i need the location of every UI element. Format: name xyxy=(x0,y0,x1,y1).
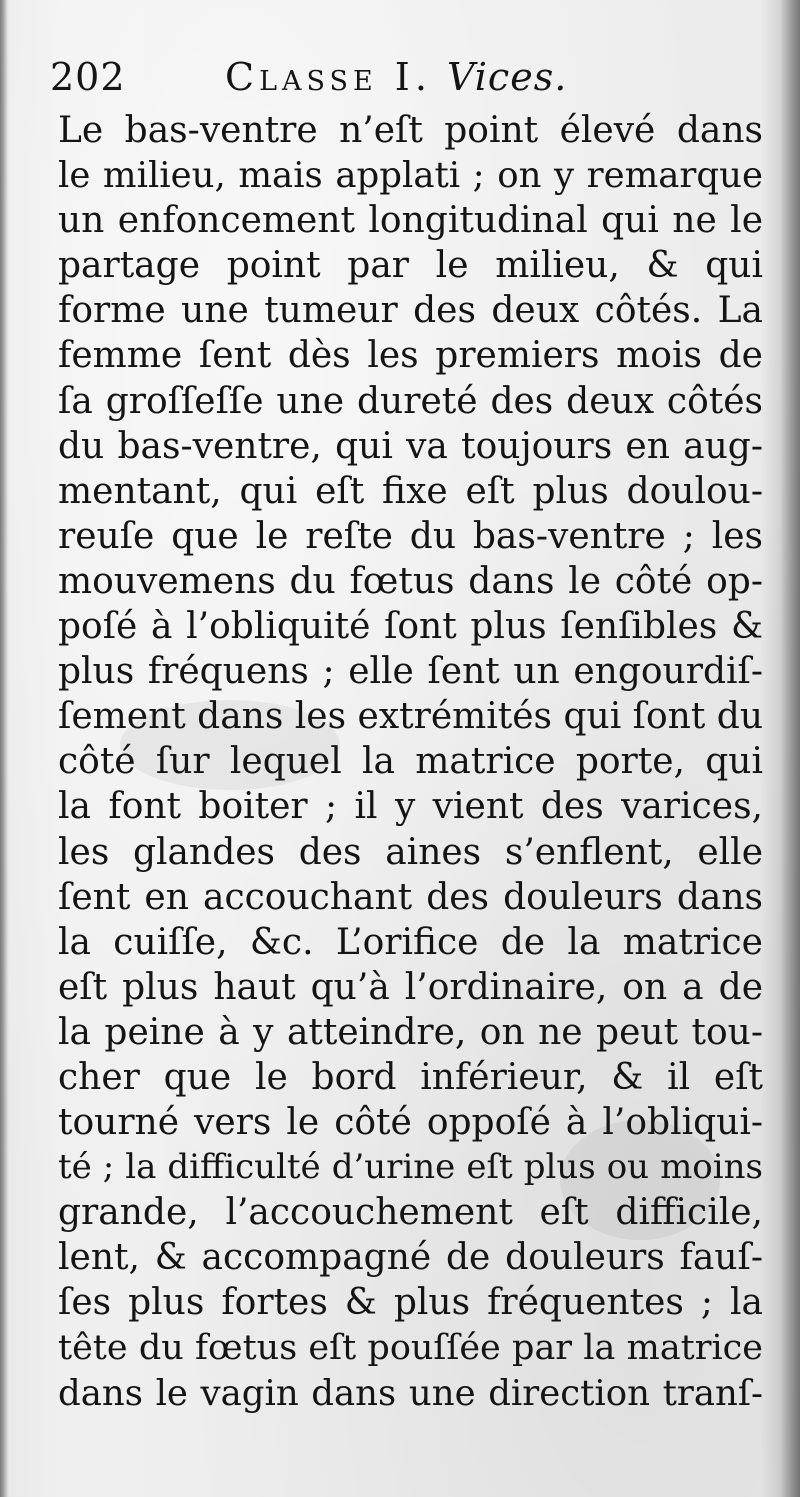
text-line: reuſe que le reſte du bas-ventre ; les xyxy=(58,515,763,557)
page-left-shadow xyxy=(0,0,8,1497)
page-right-shadow xyxy=(780,0,800,1497)
text-line: mentant, qui eſt fixe eſt plus doulou- xyxy=(58,470,763,512)
page-number: 202 xyxy=(50,55,126,99)
text-line: eſt plus haut qu’à l’ordinaire, on a de xyxy=(58,966,763,1008)
text-line: poſé à l’obliquité ſont plus ſenſibles & xyxy=(58,606,763,648)
text-line: du bas-ventre, qui va toujours en aug- xyxy=(58,425,763,467)
text-line: ſes plus fortes & plus fréquentes ; la xyxy=(58,1282,763,1324)
text-line: forme une tumeur des deux côtés. La xyxy=(58,290,763,332)
text-line: côté ſur lequel la matrice porte, qui xyxy=(58,741,763,783)
running-title xyxy=(225,52,567,102)
text-line: dans le vagin dans une direction tranſ- xyxy=(58,1372,763,1414)
text-line: femme ſent dès les premiers mois de xyxy=(58,335,763,377)
text-line: lent, & accompagné de douleurs fauſ- xyxy=(58,1237,763,1279)
text-line: tête du fœtus eſt pouſſée par la matrice xyxy=(58,1327,763,1368)
text-line: partage point par le milieu, & qui xyxy=(58,245,763,287)
text-line: cher que le bord inférieur, & il eſt xyxy=(58,1056,763,1098)
text-line: la peine à y atteindre, on ne peut tou- xyxy=(58,1011,763,1053)
text-line: Le bas-ventre n’eſt point élevé dans xyxy=(58,110,763,151)
text-line: un enfoncement longitudinal qui ne le xyxy=(58,200,763,242)
body-text xyxy=(58,108,763,1416)
text-line: la cuiſſe, &c. L’orifice de la matrice xyxy=(58,921,763,963)
text-line: tourné vers le côté oppoſé à l’obliqui- xyxy=(58,1102,763,1144)
text-line: plus fréquens ; elle ſent un engourdiſ- xyxy=(58,651,763,693)
text-line: ſa groſſeſſe une dureté des deux côtés xyxy=(58,380,763,422)
text-line: les glandes des aines s’enflent, elle xyxy=(58,831,763,873)
text-line: le milieu, mais applati ; on y remarque xyxy=(58,155,763,197)
text-line: té ; la difficulté d’urine eſt plus ou moins xyxy=(58,1147,763,1188)
section-label: Vices. xyxy=(447,55,568,99)
text-line: ſement dans les extrémités qui ſont du xyxy=(58,696,763,738)
text-line: la font boiter ; il y vient des varices, xyxy=(58,786,763,828)
running-header xyxy=(50,52,770,102)
classe-label: Classe I. xyxy=(225,55,432,99)
text-line: grande, l’accouchement eſt difficile, xyxy=(58,1192,763,1234)
text-line: mouvemens du fœtus dans le côté op- xyxy=(58,560,763,602)
text-line: ſent en accouchant des douleurs dans xyxy=(58,876,763,918)
